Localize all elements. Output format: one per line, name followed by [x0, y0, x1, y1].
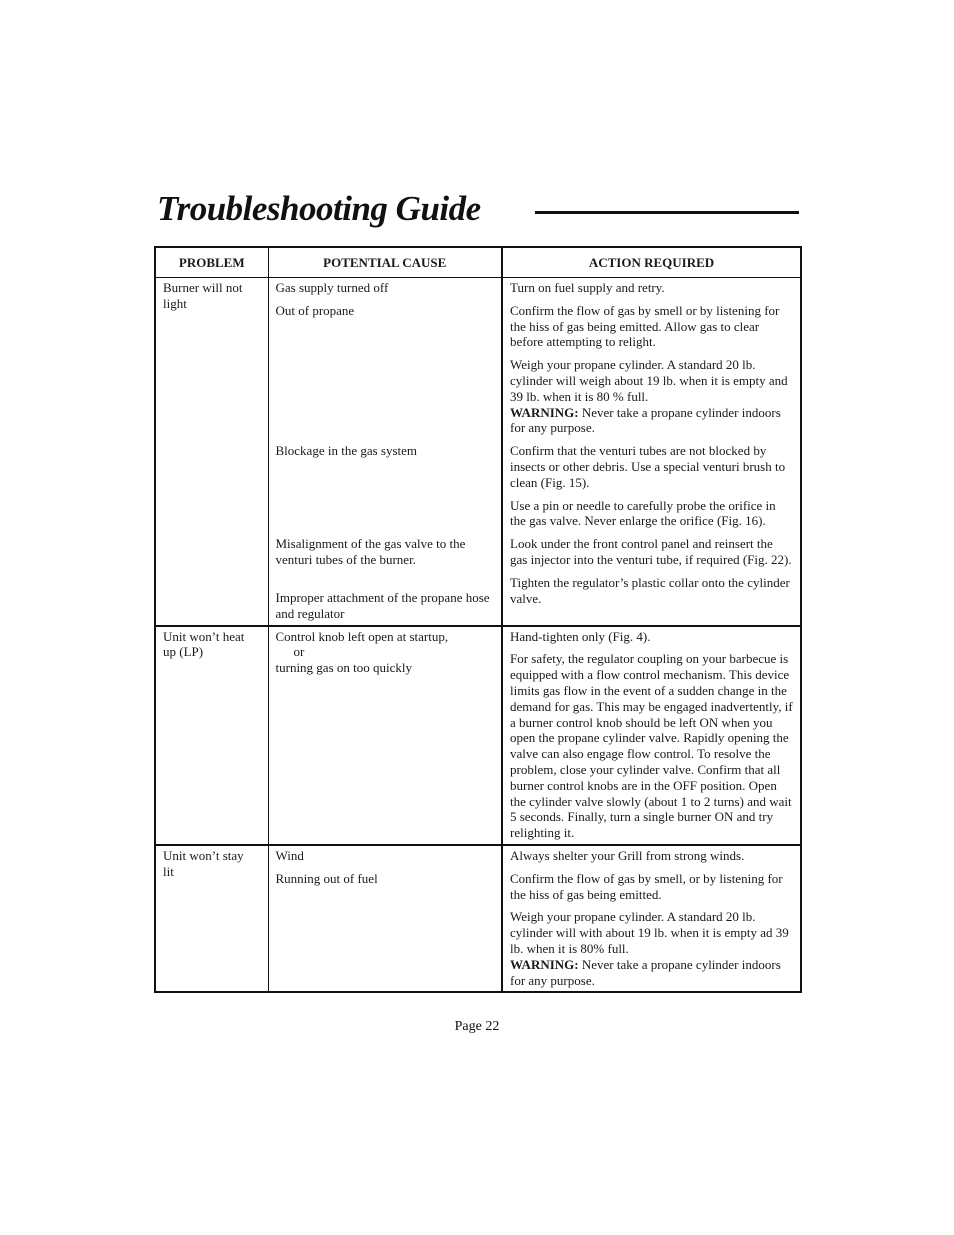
action-text: Tighten the regulator’s plastic collar onto the cylinder valve. — [510, 574, 790, 606]
table-row — [155, 626, 801, 845]
cause-cell — [268, 626, 502, 845]
cause-text: Running out of fuel — [275, 870, 378, 886]
table-header-row — [155, 247, 801, 278]
page-number: Page 22 — [454, 1019, 500, 1034]
action-cell — [502, 626, 801, 845]
action-text: For safety, the regulator coupling on your barbecue is equipped with a flow control mechanism. This device limits gas flow in the event of a sudden change in the demand for gas. This may be engaged inadvertently, if a burner control knob should be left ON when you open the propane cylinder valve. Rapidly opening the valve can also engage flow control. To resolve the problem, close your cylinder valve. Confirm that all burner control knobs are in the OFF position. Open the cylinder valve slowly (about 1 to 2 turns) and wait 5 seconds. Finally, turn a single burner ON and try relighting it. — [510, 651, 793, 841]
action-text: Confirm the flow of gas by smell or by listening for the hiss of gas being emitted. Allow gas to clear before attempting to relight. — [510, 302, 780, 350]
cause-text: Blockage in the gas system — [275, 443, 418, 458]
action-text: Use a pin or needle to carefully probe the orifice in the gas valve. Never enlarge the orifice (Fig. 16). — [510, 497, 776, 529]
problem-cell — [155, 626, 268, 845]
warning-text: Never take a propane cylinder indoors for any purpose. — [510, 404, 781, 436]
action-cell — [502, 278, 801, 626]
warning-label: WARNING: — [510, 404, 579, 420]
problem-text: Unit won’t stay lit — [163, 847, 244, 879]
action-warning-block — [510, 357, 793, 436]
problem-cell — [155, 845, 268, 992]
page-title: Troubleshooting Guide — [157, 189, 481, 228]
action-text: Weigh your propane cylinder. A standard 20 lb. cylinder will with about 19 lb. when it is empty ad 39 lb. when it is 80% full. — [510, 909, 789, 956]
cause-text: Out of propane — [275, 303, 355, 318]
problem-text: Unit won’t heat up (LP) — [163, 628, 245, 660]
title-row — [157, 186, 799, 236]
cause-text: Wind — [275, 847, 304, 863]
action-text: Confirm that the venturi tubes are not blocked by insects or other debris. Use a special venturi brush to clean (Fig. 15). — [510, 443, 786, 490]
cause-text: turning gas on too quickly — [275, 660, 412, 676]
table-row — [155, 845, 801, 992]
problem-cell — [155, 278, 268, 626]
cause-cell — [268, 278, 502, 626]
title-rule — [535, 211, 799, 214]
action-text: Hand-tighten only (Fig. 4). — [510, 628, 651, 644]
warning-label: WARNING: — [510, 956, 579, 972]
action-text: Turn on fuel supply and retry. — [510, 280, 665, 295]
action-cell — [502, 845, 801, 992]
action-text: Weigh your propane cylinder. A standard 20 lb. cylinder will weigh about 19 lb. when it is empty and 39 lb. when it is 80 % full. — [510, 357, 788, 404]
header-action: ACTION REQUIRED — [502, 247, 801, 278]
problem-text: Burner will not light — [163, 280, 243, 311]
cause-text: Improper attachment of the propane hose and regulator — [275, 590, 490, 621]
table-row — [155, 278, 801, 626]
warning-text: Never take a propane cylinder indoors for any purpose. — [510, 956, 781, 988]
action-text: Always shelter your Grill from strong winds. — [510, 847, 745, 863]
header-cause: POTENTIAL CAUSE — [268, 247, 502, 278]
cause-text: Misalignment of the gas valve to the venturi tubes of the burner. — [275, 536, 466, 567]
action-text: Look under the front control panel and reinsert the gas injector into the venturi tube, if required (Fig. 22). — [510, 536, 792, 567]
troubleshooting-table — [154, 246, 802, 993]
cause-cell — [268, 845, 502, 992]
cause-or: or — [293, 644, 305, 660]
header-problem: PROBLEM — [155, 247, 268, 278]
action-text: Confirm the flow of gas by smell, or by listening for the hiss of gas being emitted. — [510, 870, 783, 902]
cause-text: Control knob left open at startup, — [275, 628, 449, 644]
cause-text: Gas supply turned off — [275, 280, 389, 295]
action-warning-block — [510, 909, 793, 988]
